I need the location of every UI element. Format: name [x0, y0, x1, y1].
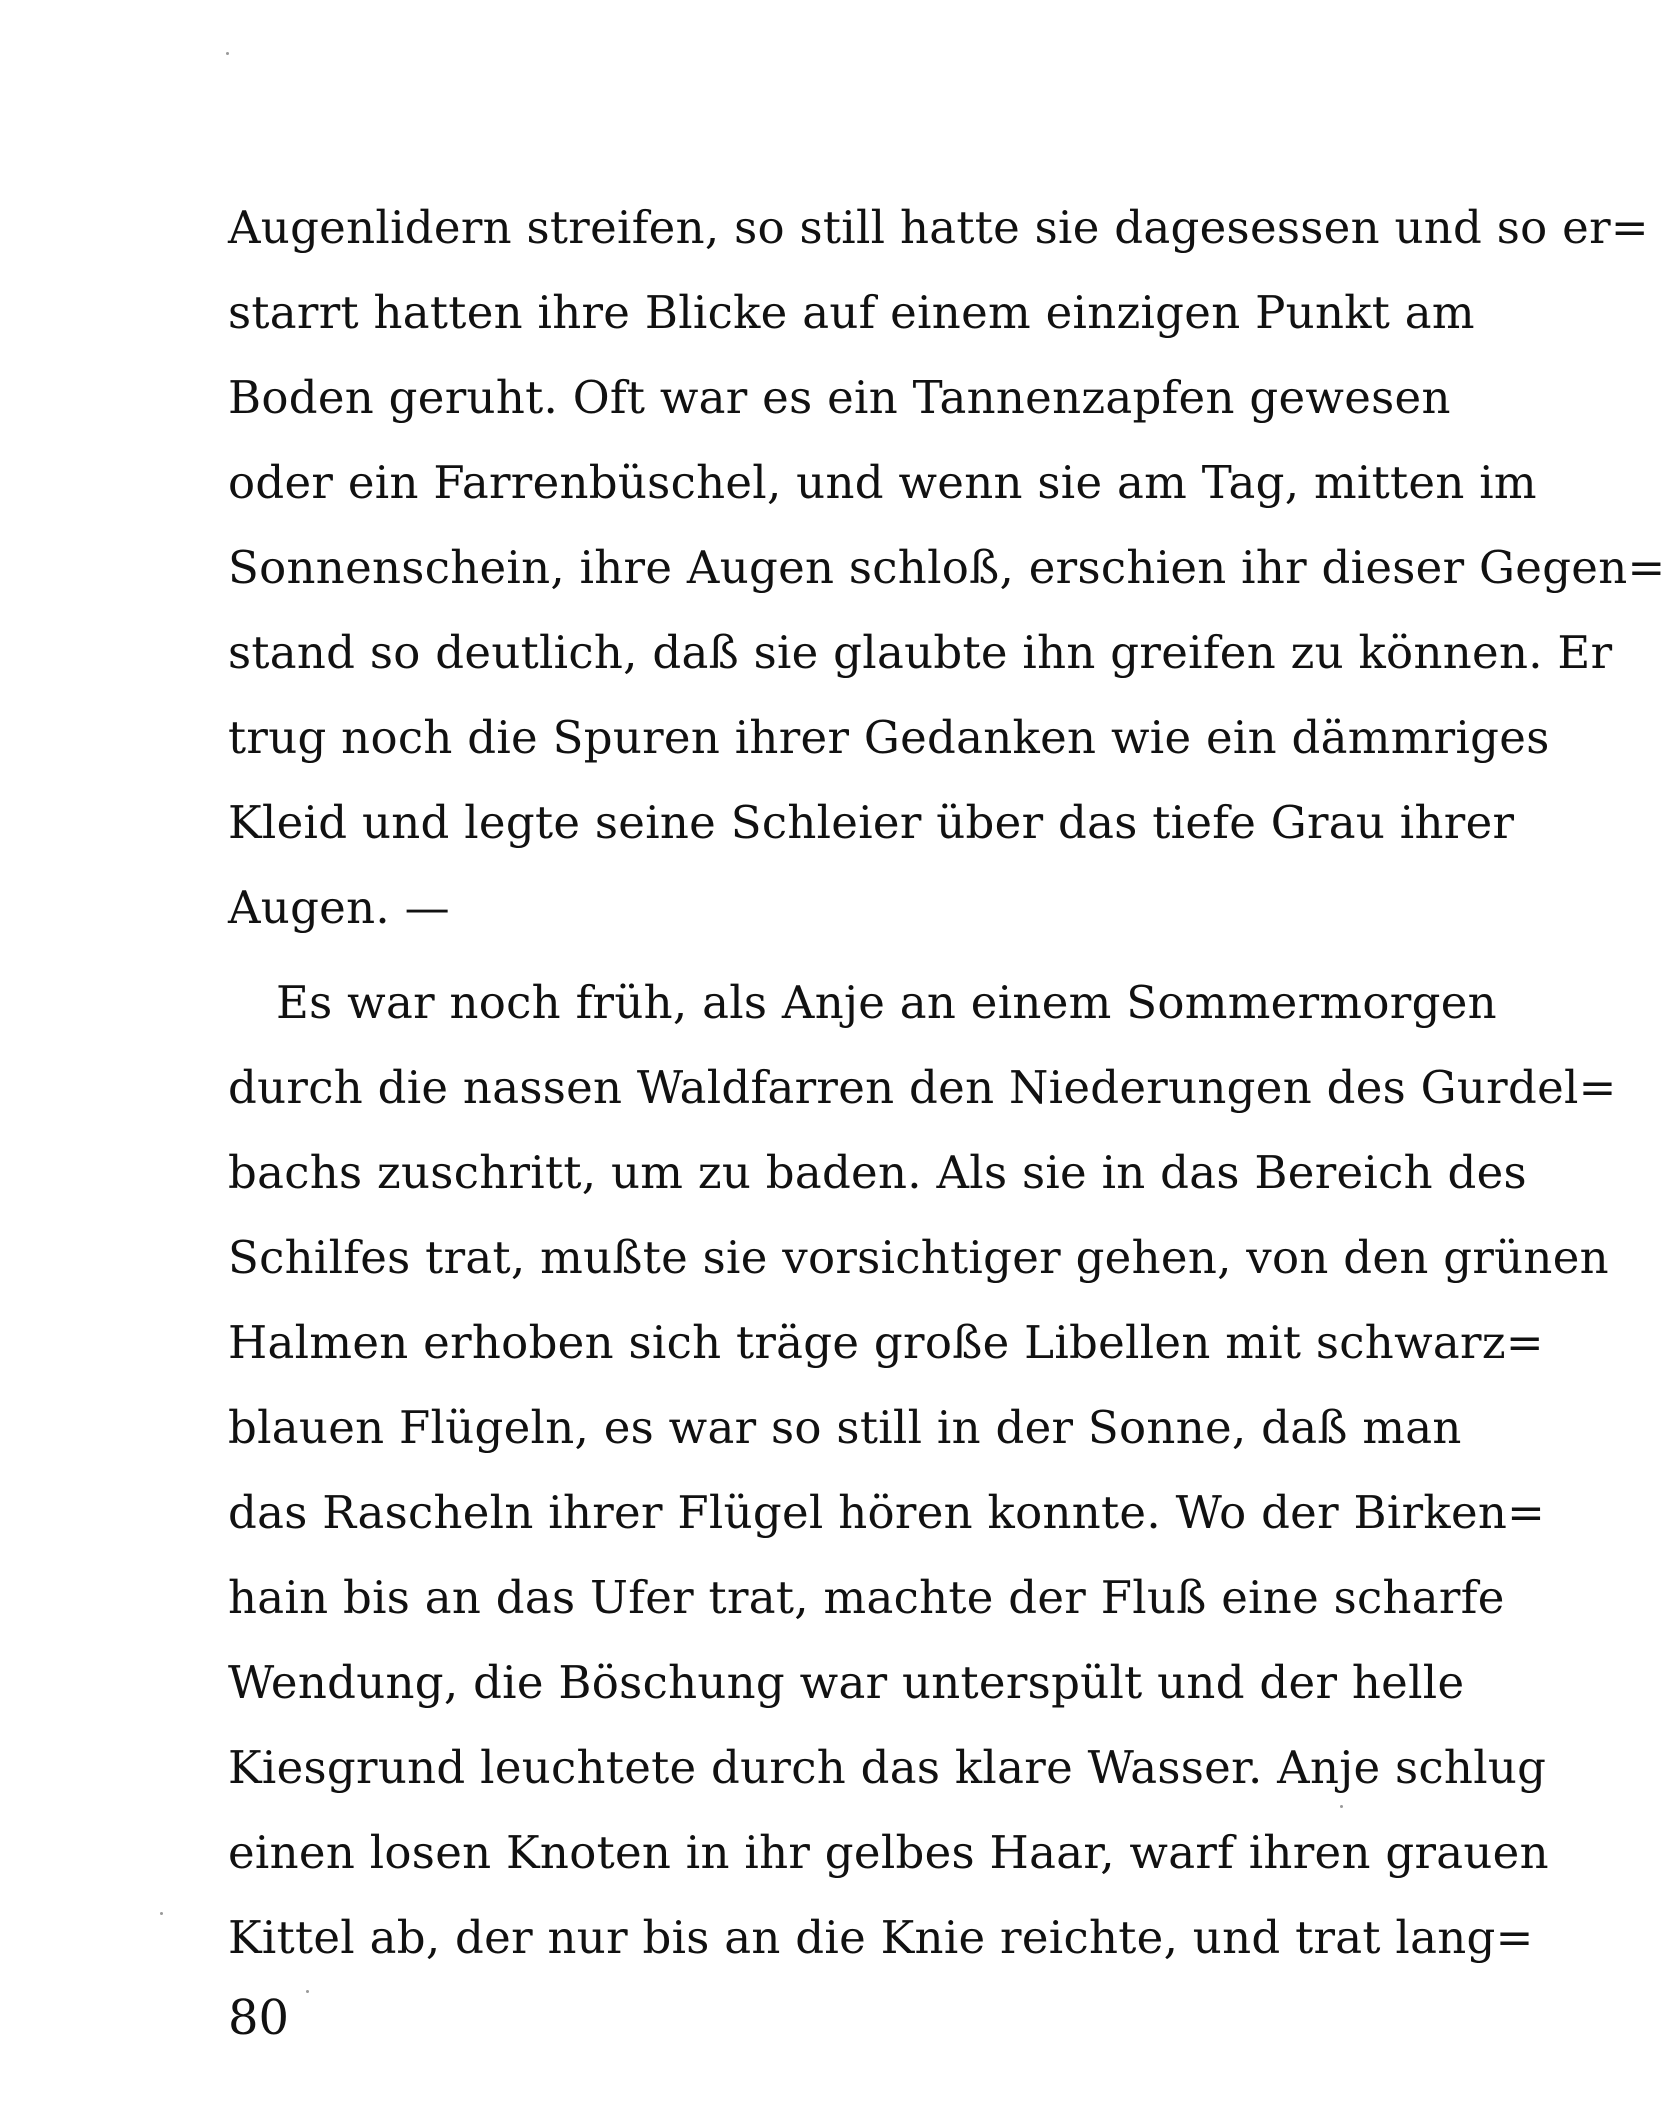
text-line: trug noch die Spuren ihrer Gedanken wie ein dämmriges [228, 711, 1550, 764]
text-line: Schilfes trat, mußte sie vorsichtiger gehen, von den grünen [228, 1231, 1609, 1284]
text-line: Wendung, die Böschung war unterspült und der helle [228, 1656, 1465, 1709]
page-number: 80 [228, 1990, 290, 2046]
text-line: Kleid und legte seine Schleier über das tiefe Grau ihrer [228, 796, 1515, 849]
text-line: stand so deutlich, daß sie glaubte ihn greifen zu können. Er [228, 626, 1613, 679]
text-line: Sonnenschein, ihre Augen schloß, erschien ihr dieser Gegen= [228, 541, 1666, 594]
scan-speck [1340, 1805, 1343, 1808]
text-line: das Rascheln ihrer Flügel hören konnte. Wo der Birken= [228, 1486, 1546, 1539]
body-text [228, 185, 1666, 1980]
scan-speck [160, 1912, 163, 1915]
text-line: hain bis an das Ufer trat, machte der Fluß eine scharfe [228, 1571, 1505, 1624]
text-line: Augenlidern streifen, so still hatte sie dagesessen und so er= [228, 201, 1649, 254]
text-line: durch die nassen Waldfarren den Niederungen des Gurdel= [228, 1061, 1617, 1114]
scan-speck [226, 52, 229, 55]
text-line: Kiesgrund leuchtete durch das klare Wasser. Anje schlug [228, 1741, 1547, 1794]
text-line: Halmen erhoben sich träge große Libellen mit schwarz= [228, 1316, 1544, 1369]
text-line: blauen Flügeln, es war so still in der Sonne, daß man [228, 1401, 1462, 1454]
scan-speck [306, 1990, 309, 1993]
text-line: Boden geruht. Oft war es ein Tannenzapfen gewesen [228, 371, 1451, 424]
text-line: Kittel ab, der nur bis an die Knie reichte, und trat lang= [228, 1911, 1534, 1964]
text-line: Augen. — [228, 881, 450, 934]
text-line: starrt hatten ihre Blicke auf einem einzigen Punkt am [228, 286, 1475, 339]
text-line: bachs zuschritt, um zu baden. Als sie in das Bereich des [228, 1146, 1527, 1199]
text-line: oder ein Farrenbüschel, und wenn sie am Tag, mitten im [228, 456, 1537, 509]
text-line: Es war noch früh, als Anje an einem Sommermorgen [276, 976, 1497, 1029]
text-line: einen losen Knoten in ihr gelbes Haar, warf ihren grauen [228, 1826, 1549, 1879]
paragraph-2 [228, 960, 1617, 1980]
paragraph-1 [228, 185, 1666, 950]
paragraph-gap [228, 950, 1298, 960]
